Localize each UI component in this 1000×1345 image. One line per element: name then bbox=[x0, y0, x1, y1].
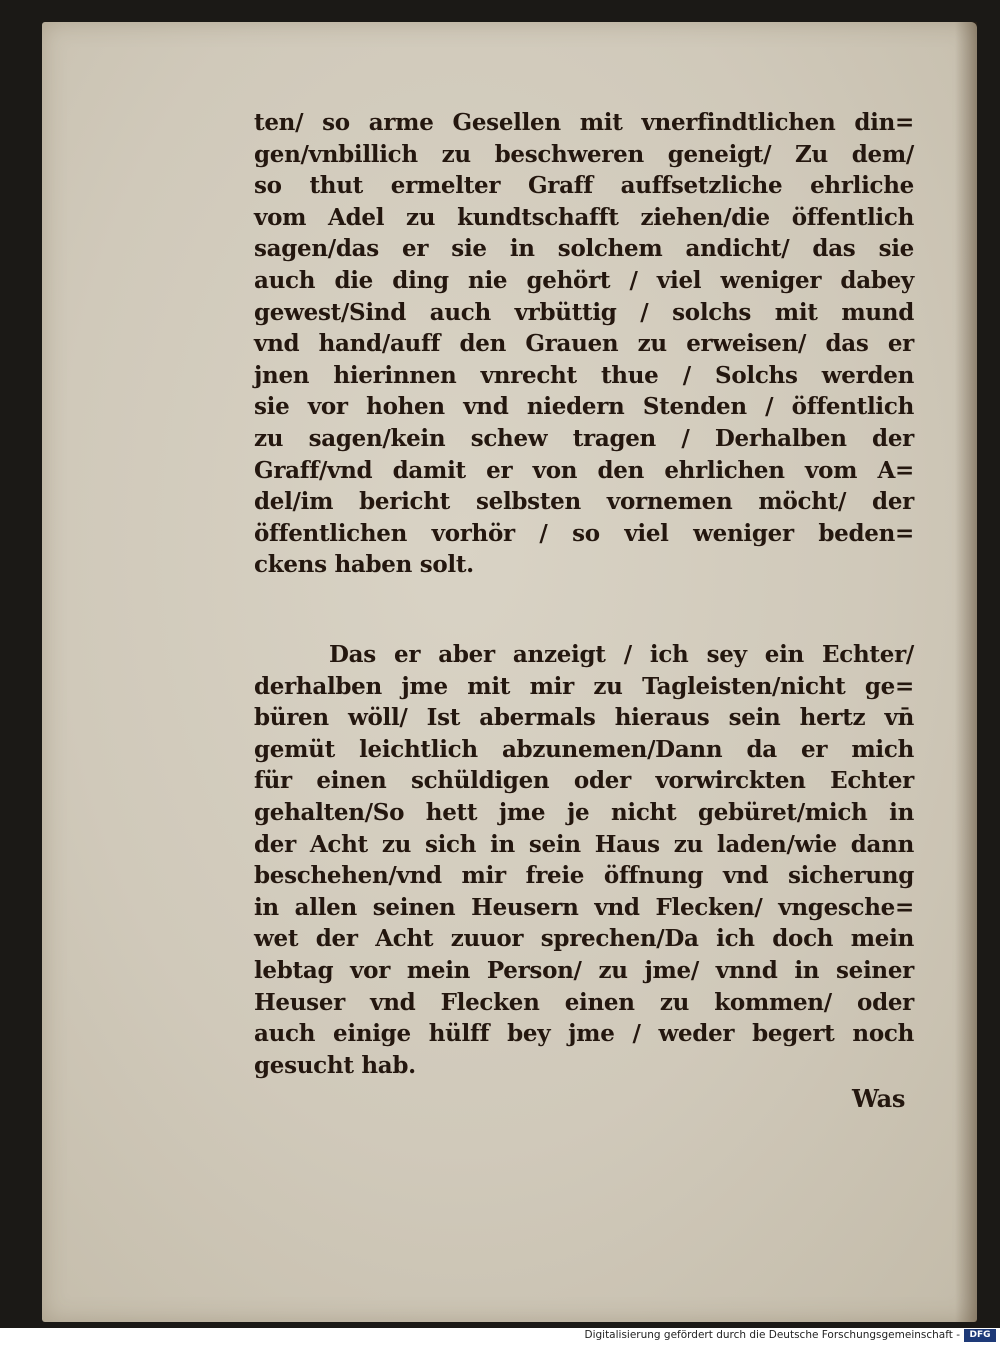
text-line: gewest/Sind auch vrbüttig / solchs mit mund bbox=[254, 298, 914, 326]
text-line: beschehen/vnd mir freie öffnung vnd sicherung bbox=[254, 862, 914, 890]
text-line: so thut ermelter Graff auffsetzliche ehrliche bbox=[254, 172, 914, 200]
text-line: auch einige hülff bey jme / weder begert noch bbox=[254, 1020, 914, 1048]
funding-credit: Digitalisierung gefördert durch die Deutsche Forschungsgemeinschaft - bbox=[584, 1329, 960, 1341]
text-line: zu sagen/kein schew tragen / Derhalben der bbox=[254, 424, 914, 452]
text-line: sagen/das er sie in solchem andicht/ das sie bbox=[254, 235, 914, 263]
text-line: jnen hierinnen vnrecht thue / Solchs werden bbox=[254, 361, 914, 389]
page-spine-shadow bbox=[955, 22, 977, 1322]
text-line: gen/vnbillich zu beschweren geneigt/ Zu dem/ bbox=[254, 140, 914, 168]
text-line: gemüt leichtlich abzunemen/Dann da er mich bbox=[254, 735, 914, 763]
text-line: der Acht zu sich in sein Haus zu laden/wie dann bbox=[254, 830, 914, 858]
text-line: ten/ so arme Gesellen mit vnerfindtlichen din= bbox=[254, 109, 914, 136]
dfg-logo-icon: DFG bbox=[964, 1329, 996, 1342]
text-line: gesucht hab. bbox=[254, 1051, 416, 1079]
text-line: vnd hand/auff den Grauen zu erweisen/ das er bbox=[254, 330, 914, 358]
text-line: sie vor hohen vnd niedern Stenden / öffentlich bbox=[254, 393, 914, 421]
text-line: vom Adel zu kundtschafft ziehen/die öffentlich bbox=[254, 203, 914, 231]
text-line: Heuser vnd Flecken einen zu kommen/ oder bbox=[254, 988, 914, 1016]
text-line: ckens haben solt. bbox=[254, 551, 474, 579]
text-line: derhalben jme mit mir zu Tagleisten/nicht ge= bbox=[254, 672, 914, 700]
text-line: für einen schüldigen oder vorwirckten Echter bbox=[254, 767, 914, 795]
book-page bbox=[42, 22, 977, 1322]
text-line: auch die ding nie gehört / viel weniger dabey bbox=[254, 266, 914, 294]
text-line: öffentlichen vorhör / so viel weniger beden= bbox=[254, 519, 914, 547]
paragraph-1 bbox=[254, 107, 914, 581]
text-line: del/im bericht selbsten vornemen möcht/ der bbox=[254, 488, 914, 516]
digitization-footer bbox=[0, 1328, 1000, 1345]
text-line: Das er aber anzeigt / ich sey ein Echter/ bbox=[329, 641, 914, 668]
text-line: büren wöll/ Ist abermals hieraus sein hertz vn̄ bbox=[254, 704, 914, 732]
text-line: lebtag vor mein Person/ zu jme/ vnnd in seiner bbox=[254, 956, 914, 984]
text-line: gehalten/So hett jme je nicht gebüret/mich in bbox=[254, 798, 914, 826]
text-line: in allen seinen Heusern vnd Flecken/ vngesche= bbox=[254, 893, 914, 921]
text-line: Graff/vnd damit er von den ehrlichen vom A= bbox=[254, 456, 914, 484]
paragraph-2 bbox=[254, 639, 914, 1081]
catchword: Was bbox=[852, 1084, 906, 1113]
text-line: wet der Acht zuuor sprechen/Da ich doch mein bbox=[254, 925, 914, 953]
